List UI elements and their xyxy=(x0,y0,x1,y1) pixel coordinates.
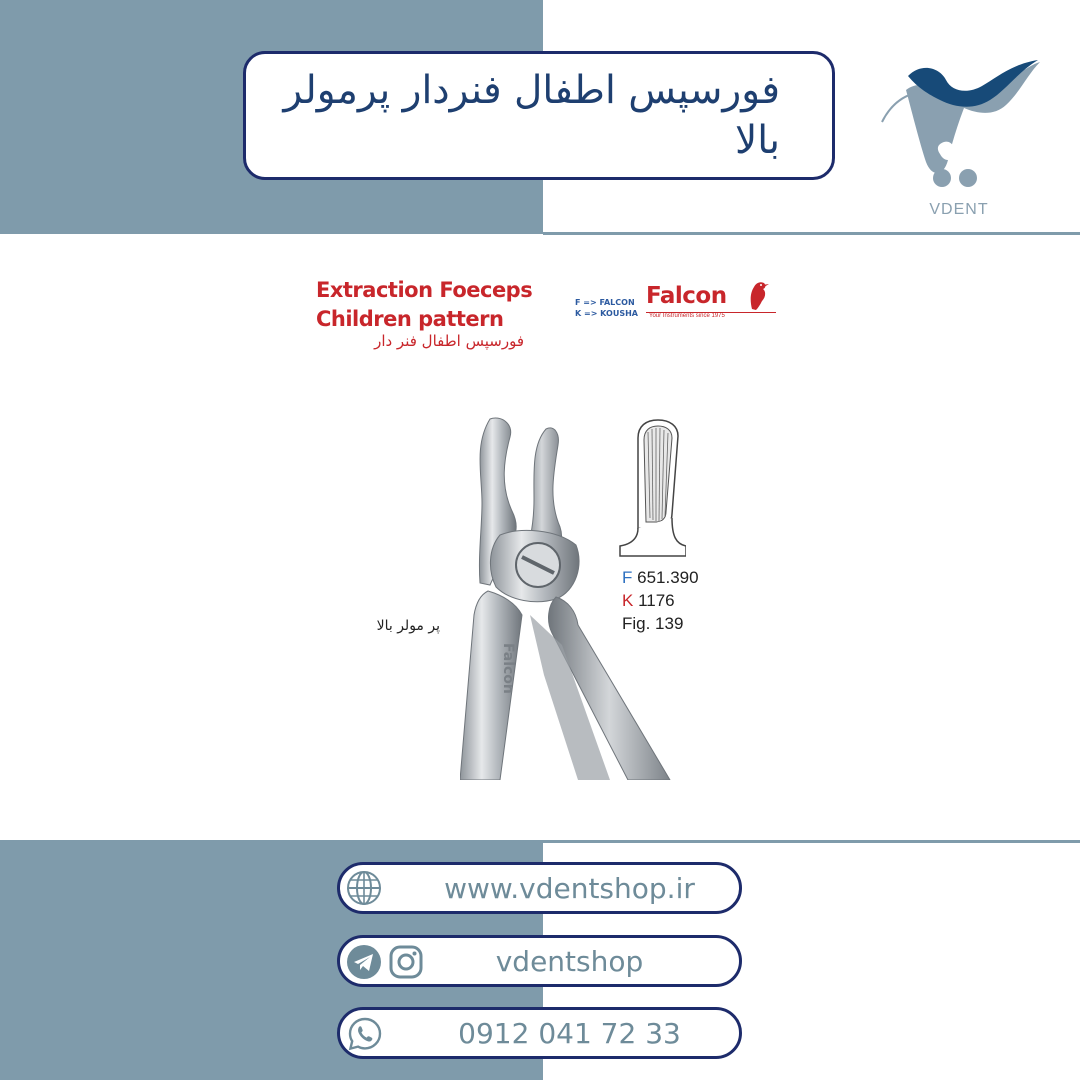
website-text: www.vdentshop.ir xyxy=(444,872,695,905)
key-kousha: K => KOUSHA xyxy=(575,309,638,318)
code-falcon-value: 651.390 xyxy=(637,568,699,587)
page-title: فورسپس اطفال فنردار پرمولر بالا xyxy=(283,68,780,163)
vdent-logo-icon xyxy=(878,50,1043,200)
phone-link[interactable] xyxy=(337,1007,742,1059)
social-handle[interactable] xyxy=(337,935,742,987)
side-label: پر مولر بالا xyxy=(376,618,440,634)
falcon-bird-icon xyxy=(744,279,770,311)
product-title-line1: Extraction Foeceps xyxy=(316,278,533,302)
falcon-tagline: Your Instruments since 1975 xyxy=(649,313,725,319)
handle-engraving: Falcon xyxy=(500,643,516,694)
figure-number: Fig. 139 xyxy=(622,614,684,633)
code-falcon-letter: F xyxy=(622,568,633,587)
key-falcon: F => FALCON xyxy=(575,298,635,307)
forceps-tip-detail xyxy=(618,418,686,558)
code-kousha-letter: K xyxy=(622,591,634,610)
falcon-logo: Falcon xyxy=(646,283,727,309)
phone-text: 0912 041 72 33 xyxy=(458,1017,681,1050)
product-title-line2: Children pattern xyxy=(316,307,504,331)
code-kousha xyxy=(622,591,675,611)
product-title-persian: فورسپس اطفال فنر دار xyxy=(374,332,524,350)
code-falcon xyxy=(622,568,699,588)
website-link[interactable] xyxy=(337,862,742,914)
code-kousha-value: 1176 xyxy=(638,591,675,610)
header-divider xyxy=(543,232,1080,235)
title-box xyxy=(243,51,835,180)
footer-divider xyxy=(543,840,1080,843)
brand-name: VDENT xyxy=(929,201,989,218)
social-text: vdentshop xyxy=(495,945,644,978)
